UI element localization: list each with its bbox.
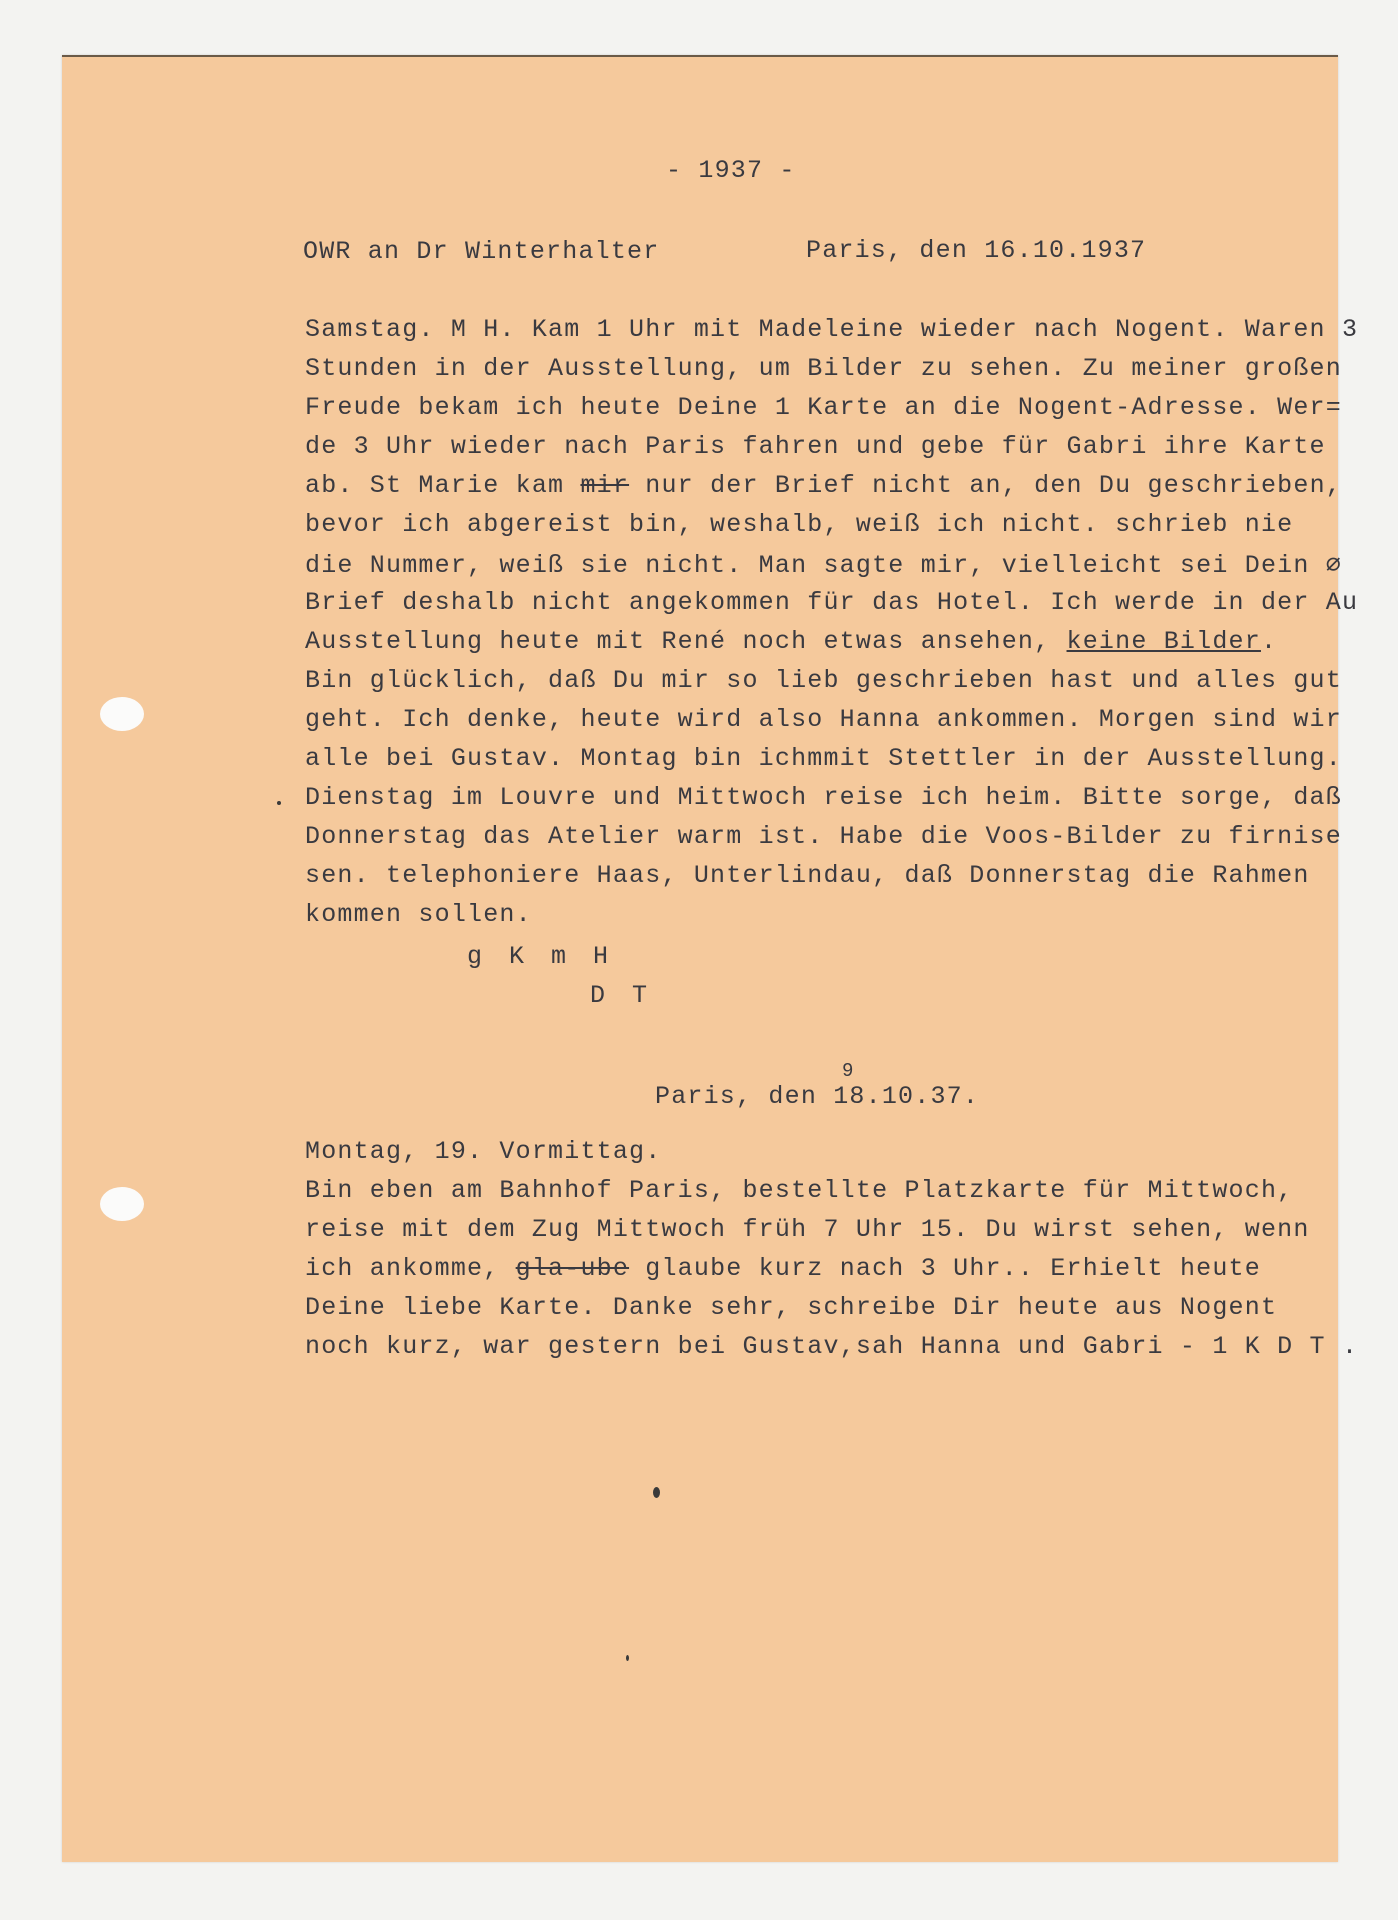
letter-line: Bin eben am Bahnhof Paris, bestellte Platzkarte für Mittwoch, — [305, 1176, 1294, 1205]
letter-line: Dienstag im Louvre und Mittwoch reise ich heim. Bitte sorge, daß — [305, 783, 1342, 812]
punch-hole-top — [100, 697, 144, 731]
text-run: ab. St Marie kam — [305, 471, 581, 500]
text-run: Ausstellung heute mit René noch etwas ansehen, — [305, 627, 1067, 656]
letter-line: geht. Ich denke, heute wird also Hanna ankommen. Morgen sind wir — [305, 705, 1342, 734]
letter-line: die Nummer, weiß sie nicht. Man sagte mir, vielleicht sei Dein ⌀ — [305, 551, 1343, 580]
text-run: . — [1260, 627, 1278, 656]
struck-word: mir — [580, 471, 630, 500]
letter-line: Montag, 19. Vormittag. — [305, 1137, 662, 1166]
letter-line: noch kurz, war gestern bei Gustav,sah Hanna und Gabri - 1 K D T . — [305, 1332, 1359, 1361]
text-run: nur der Brief nicht an, den Du geschrieben, — [629, 471, 1342, 500]
letter-line: Deine liebe Karte. Danke sehr, schreibe Dir heute aus Nogent — [305, 1293, 1278, 1322]
letter-line: Bin glücklich, daß Du mir so lieb geschrieben hast und alles gut — [305, 666, 1342, 695]
letter-line: sen. telephoniere Haas, Unterlindau, daß Donnerstag die Rahmen — [305, 861, 1310, 890]
text-run: glaube kurz nach 3 Uhr.. Erhielt heute — [629, 1254, 1261, 1283]
initials: D T — [590, 981, 654, 1010]
place-date-2: Paris, den 18.10.37. — [655, 1082, 980, 1111]
ink-speck — [277, 801, 281, 805]
letter-line: kommen sollen. — [305, 900, 532, 929]
ink-speck — [626, 1655, 629, 1661]
ink-speck — [653, 1487, 660, 1498]
letter-line: Brief deshalb nicht angekommen für das Hotel. Ich werde in der Au — [305, 588, 1359, 617]
sender-line: OWR an Dr Winterhalter — [303, 237, 660, 266]
letter-line — [305, 627, 1277, 656]
letter-line: reise mit dem Zug Mittwoch früh 7 Uhr 15. Du wirst sehen, wenn — [305, 1215, 1310, 1244]
letter-line: Freude bekam ich heute Deine 1 Karte an die Nogent-Adresse. Wer= — [305, 393, 1342, 422]
underlined-phrase: keine Bilder — [1066, 627, 1261, 656]
punch-hole-bottom — [100, 1187, 144, 1221]
page-header: - 1937 - — [666, 156, 796, 185]
letter-line — [305, 1254, 1261, 1283]
letter-line: bevor ich abgereist bin, weshalb, weiß ich nicht. schrieb nie — [305, 510, 1294, 539]
letter-line: Donnerstag das Atelier warm ist. Habe die Voos-Bilder zu firnise — [305, 822, 1342, 851]
letter-line: alle bei Gustav. Montag bin ichmmit Stettler in der Ausstellung. — [305, 744, 1342, 773]
letter-line: Samstag. M H. Kam 1 Uhr mit Madeleine wieder nach Nogent. Waren 3 — [305, 315, 1359, 344]
letter-line: Stunden in der Ausstellung, um Bilder zu sehen. Zu meiner großen — [305, 354, 1342, 383]
place-date: Paris, den 16.10.1937 — [806, 236, 1147, 265]
letter-line: de 3 Uhr wieder nach Paris fahren und gebe für Gabri ihre Karte — [305, 432, 1326, 461]
closing: g K m H — [467, 942, 615, 971]
text-run: ich ankomme, — [305, 1254, 516, 1283]
struck-word: gla-ube — [515, 1254, 630, 1283]
date-correction: 9 — [842, 1060, 855, 1082]
letter-line — [305, 471, 1342, 500]
